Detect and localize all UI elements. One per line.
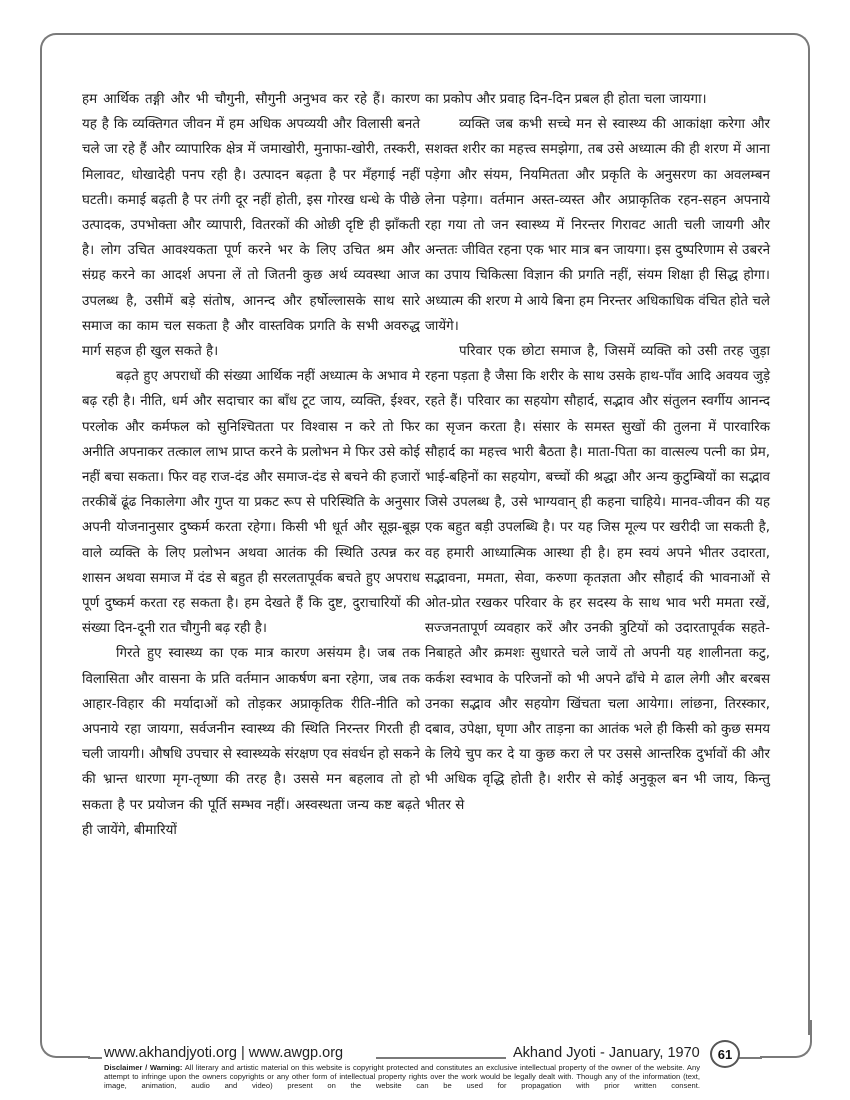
right-column [425, 87, 770, 818]
page-number-badge [710, 1040, 740, 1068]
footer-magazine-issue: Akhand Jyoti - January, 1970 [513, 1045, 700, 1061]
paragraph: हम आर्थिक तङ्गी और भी चौगुनी, सौगुनी अनुभव कर रहे हैं। कारण यह है कि व्यक्तिगत जीवन में हम अधिक अपव्ययी और विलासी बनते चले जा रहे हैं और व्यापारिक क्षेत्र में जमाखोरी, मुनाफा-खोरी, तस्करी, मिलावट, धोखादेही पनप रही है। उत्पादन बढ़ता है पर मँहगाई नहीं घटती। कमाई बढ़ती है पर तंगी दूर नहीं होती, इस गोरख धन्धे के पीछे उत्पादक, उपभोक्ता और व्यापारी, वितरकों की ओछी दृष्टि ही झाँकती है। लोग उचित आवश्यकता पूर्ण करने भर के लिए उचित श्रम और संग्रह करने का आदर्श अपना लें तो जितनी कुछ अर्थ व्यवस्था आज उपलब्ध है, उसीमें बड़े संतोष, आनन्द और हर्षोल्लासके साथ सारे समाज का काम चल सकता है और वास्तविक प्रगति के सभी अवरुद्ध मार्ग सहज ही खुल सकते है। [82, 92, 420, 360]
paragraph: गिरते हुए स्वास्थ्य का एक मात्र कारण असंयम है। जब तक विलासिता और वासना के प्रति वर्तमान आकर्षण बना रहेगा, जब तक आहार-विहार की मर्यादाओं को तोड़कर अप्राकृतिक रीति-नीति को अपनाये रहा जायगा, सर्वजनीन स्वास्थ्य की स्थिति निरन्तर गिरती ही चली जायगी। औषधि उपचार से स्वास्थ्यके संरक्षण एव संवर्धन हो सकने की भ्रान्त धारणा मृग-तृष्णा की तरह है। उससे मन बहलाव तो हो सकता है पर प्रयोजन की पूर्ति सम्भव नहीं। अस्वस्थता जन्य कष्ट बढ़ते ही जायेंगे, बीमारियों [82, 646, 420, 838]
page-frame-bottom-left-corner [40, 1020, 90, 1058]
paragraph: परिवार एक छोटा समाज है, जिसमें व्यक्ति को उसी तरह जुड़ा रहना पड़ता है जैसा कि शरीर के साथ उसके हाथ-पाँव आदि अवयव जुड़े रहते हैं। परिवार का सहयोग सौहार्द, सद्भाव और संतुलन स्वर्गीय आनन्द का सृजन करता है। संसार के समस्त सुखों की तुलना में पारवारिक सौहार्द का महत्त्व भारी बैठता है। माता-पिता का वात्सल्य पत्नी का प्रेम, भाई-बहिनों का सहयोग, बच्चों की श्रद्धा और अन्य कुटुम्बियों का सद्भाव जिसे उपलब्ध है, उसे भाग्यवान् ही कहना चाहिये। मानव-जीवन की यह एक बहुत बड़ी उपलब्धि है। पर यह जिस मूल्य पर खरीदी जा सकती है, वह हमारी आध्यात्मिक आस्था ही है। हम स्वयं अपने भीतर उदारता, सद्भावना, ममता, सेवा, करुणा कृतज्ञता और सौहार्द की भावनाओं से ओत-प्रोत रखकर परिवार के हर सदस्य के साथ भाव भरी ममता रखें, सज्जनतापूर्ण व्यवहार करें और उनकी त्रुटियों को उदारतापूर्वक सहते-निबाहते और क्रमशः सुधारते चले जायें तो अपनी यह शालीनता कटु, कर्कश स्वभाव के परिजनों को भी अपने ढाँचे मे ढाल लेगी और बरबस उनका सद्भाव और सहयोग खिंचता चला आयेगा। लांछना, तिरस्कार, दबाव, उपेक्षा, घृणा और ताड़ना का आतंक भले ही किसी को कुछ समय के लिये चुप कर दे या कुछ करा ले पर उससे आन्तरिक दुर्भावों की और भी अधिक वृद्धि होती है। शरीर से कोई अनुकूल बन भी जाय, किन्तु भीतर से [425, 344, 770, 813]
page-frame-bottom-right-corner [760, 1020, 812, 1058]
footer-rule-left [88, 1057, 102, 1059]
paragraph: व्यक्ति जब कभी सच्चे मन से स्वास्थ्य की आकांक्षा करेगा और सशक्त शरीर का महत्त्व समझेगा, तब उसे अध्यात्म की ही शरण में आना पड़ेगा और संयम, नियमितता और प्रकृति के अनुसरण का अवलम्बन लेना पड़ेगा। वर्तमान अस्त-व्यस्त और अप्राकृतिक रहन-सहन अपनाये रहा गया तो जन स्वास्थ्य में निरन्तर गिरावट आती चली जायगी और अन्ततः जीवित रहना एक भार मात्र बन जायगा। इस दुष्परिणाम से उबरने का उपाय चिकित्सा विज्ञान की प्रगति नहीं, संयम शिक्षा ही सिद्ध होगा। अध्यात्म की शरण मे आये बिना हम निरन्तर अधिकाधिक वंचित होते चले जायेंगे। [425, 117, 770, 334]
disclaimer-label: Disclaimer / Warning: [104, 1063, 183, 1072]
footer-disclaimer [104, 1063, 700, 1090]
page-number: 61 [717, 1046, 733, 1062]
paragraph: का प्रकोप और प्रवाह दिन-दिन प्रबल ही होता चला जायगा। [425, 92, 707, 107]
footer-website-links[interactable]: www.akhandjyoti.org | www.awgp.org [104, 1045, 344, 1061]
footer-rule-right [738, 1057, 762, 1059]
footer-rule-middle [376, 1057, 506, 1059]
left-column [82, 87, 420, 843]
paragraph: बढ़ते हुए अपराधों की संख्या आर्थिक नहीं अध्यात्म के अभाव मे बढ़ रही है। नीति, धर्म और सदाचार का बाँध टूट जाय, व्यक्ति, ईश्वर, परलोक और कर्मफल को सुनिश्चितता पर विश्वास न करे तो फिर अनीति अपनाकर तत्काल लाभ प्राप्त करने के प्रलोभन मे फिर उसे कोई नहीं बचा सकता। फिर वह राज-दंड और समाज-दंड से बचने की हजारों तरकीबें ढूंढ निकालेगा और गुप्त या प्रकट रूप से परिस्थिति के अनुसार अपनी योजनानुसार दुष्कर्म करता रहेगा। किसी भी धूर्त और सूझ-बूझ वाले व्यक्ति के लिए प्रलोभन अथवा आतंक की स्थिति उत्पन्न कर शासन अथवा समाज में दंड से बहुत ही सरलतापूर्वक बचते हुए अपराध पूर्ण दुष्कर्म करता रह सकता है। हम देखते हैं कि दुष्ट, दुराचारियों की संख्या दिन-दूनी रात चौगुनी बढ़ रही है। [82, 369, 420, 637]
disclaimer-text: All literary and artistic material on this website is copyright protected and constitutes an exclusive intellectual property of the owner of the website. Any attempt to infringe upon the owners copyrights or any other form of intellectual property rights over the work would be legally dealt with. Though any of the information (text, image, animation, audio and video) present on the website can be used for propagation with prior written consent. [104, 1063, 700, 1090]
